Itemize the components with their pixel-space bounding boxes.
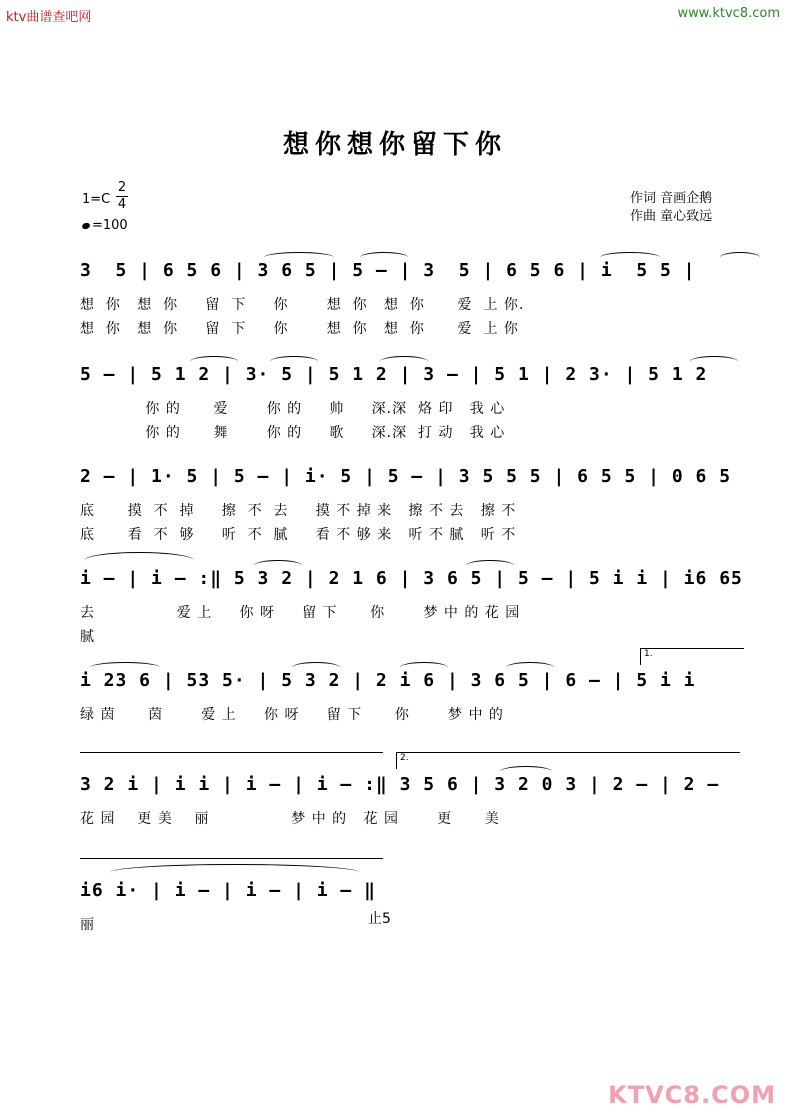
watermark-top-left: ktv曲谱查吧网	[6, 10, 92, 25]
tempo-value: =100	[92, 218, 128, 233]
volta-second: 2.	[396, 752, 740, 769]
row-lyrics-verse-1: 底 摸 不 掉 擦 不 去 摸 不 掉 来 擦 不 去 擦 不	[80, 503, 517, 519]
song-title: 想你想你留下你	[282, 130, 507, 160]
row-notes: i6 i· | i — | i — | i — ‖	[80, 880, 376, 901]
lyricist: 作词 音画企鹅	[630, 191, 713, 206]
score-row-1	[80, 260, 740, 350]
row-lyrics-verse-1: 你 的 爱 你 的 帅 深.深 烙 印 我 心	[80, 401, 506, 417]
score-row-7	[80, 880, 740, 970]
row-lyrics-verse-1: 绿 茵 茵 爱 上 你 呀 留 下 你 梦 中 的	[80, 707, 504, 723]
time-sig-top: 2	[117, 180, 127, 195]
row-notes: 5 — | 5 1 2 | 3· 5 | 5 1 2 | 3 — | 5 1 | 2 3· | 5 1 2	[80, 364, 708, 385]
row-lyrics-verse-1: 去 爱 上 你 呀 留 下 你 梦 中 的 花 园	[80, 605, 521, 621]
score-row-2	[80, 364, 740, 454]
score-row-5	[80, 649, 740, 760]
quarter-note-icon	[81, 222, 91, 230]
tempo-marking	[82, 218, 128, 233]
watermark-bottom-right: KTVC8.COM	[608, 1081, 776, 1109]
row-lyrics-verse-2: 腻	[80, 629, 95, 645]
score-row-3	[80, 466, 740, 556]
watermark-top-right: www.ktvc8.com	[677, 6, 780, 21]
credits	[630, 190, 712, 226]
time-signature	[116, 180, 128, 213]
score-row-4	[80, 568, 743, 658]
time-sig-bottom: 4	[117, 197, 127, 212]
row-notes: i — | i — :‖ 5 3 2 | 2 1 6 | 3 6 5 | 5 — | 5 i i | i6 65	[80, 568, 743, 589]
row-notes: i 23 6 | 53 5· | 5 3 2 | 2 i 6 | 3 6 5 | 6 — | 5 i i	[80, 670, 696, 691]
composer: 作曲 童心致远	[630, 209, 713, 224]
end-mark: 止5	[368, 911, 391, 927]
row-notes: 3 5 | 6 5 6 | 3 6 5 | 5 — | 3 5 | 6 5 6 | i 5 5 |	[80, 260, 696, 281]
score-row-6	[80, 753, 740, 864]
key-signature: 1=C	[82, 192, 111, 207]
row-lyrics-verse-2: 你 的 舞 你 的 歌 深.深 打 动 我 心	[80, 425, 506, 441]
row-lyrics-verse-1: 丽	[80, 917, 95, 933]
row-lyrics-verse-1: 想 你 想 你 留 下 你 想 你 想 你 爱 上 你.	[80, 297, 525, 313]
row-lyrics-verse-2: 底 看 不 够 听 不 腻 看 不 够 来 听 不 腻 听 不	[80, 527, 517, 543]
volta-first: 1.	[640, 648, 744, 665]
row-lyrics-verse-1: 花 园 更 美 丽 梦 中 的 花 园 更 美	[80, 811, 500, 827]
row-lyrics-verse-2: 想 你 想 你 留 下 你 想 你 想 你 爱 上 你	[80, 321, 519, 337]
row-notes: 2 — | 1· 5 | 5 — | i· 5 | 5 — | 3 5 5 5 | 6 5 5 | 0 6 5	[80, 466, 732, 487]
row-notes: 3 2 i | i i | i — | i — :‖ 3 5 6 | 3 2 0 3 | 2 — | 2 —	[80, 774, 720, 795]
